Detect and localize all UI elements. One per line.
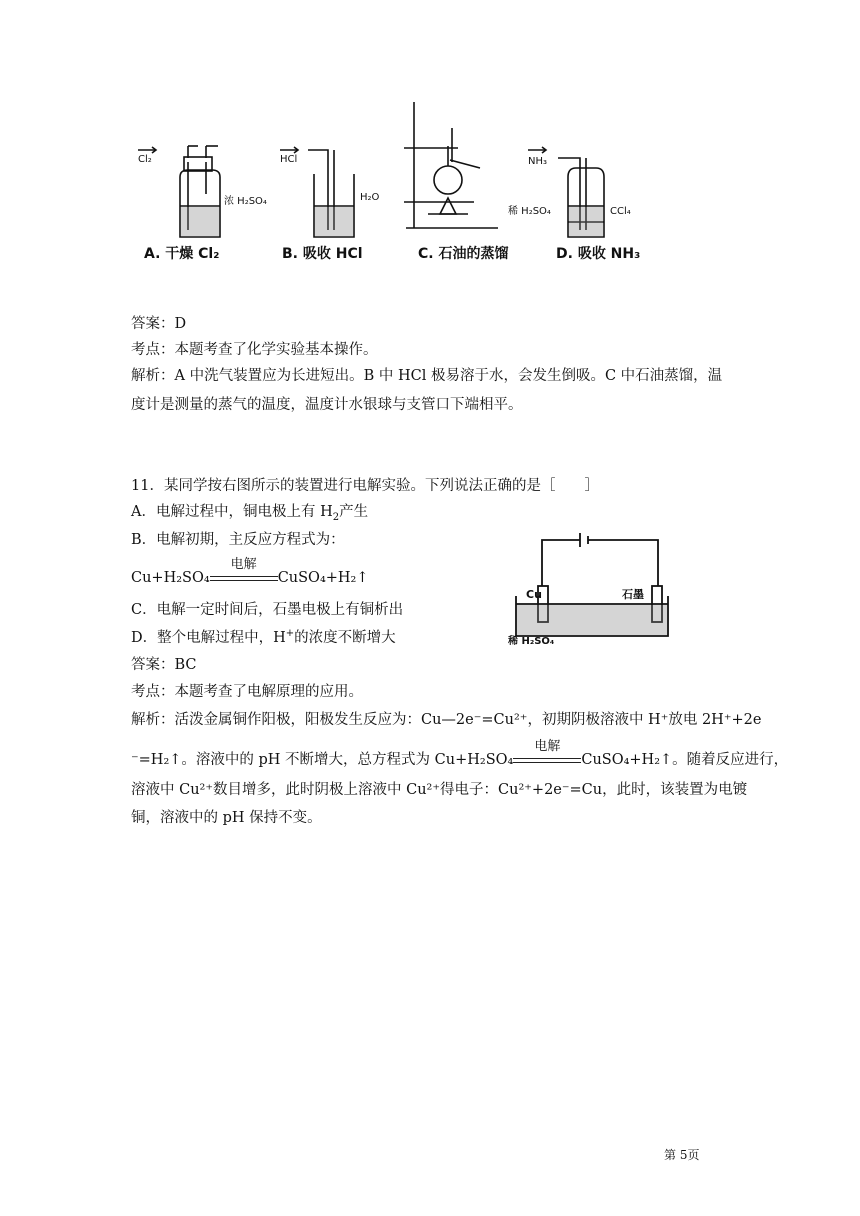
label-a-liquid: 浓 H₂SO₄ — [224, 196, 267, 207]
caption-b: B. 吸收 HCl — [282, 246, 363, 262]
electrolysis-figure — [508, 528, 674, 646]
q10-point: 考点：本题考查了化学实验基本操作。 — [131, 342, 378, 358]
page-number: 第 5页 — [664, 1148, 700, 1162]
q10-answer: 答案：D — [131, 316, 187, 332]
caption-c: C. 石油的蒸馏 — [418, 246, 509, 262]
label-b-liquid: H₂O — [360, 192, 380, 203]
label-acid: 稀 H₂SO₄ — [508, 636, 555, 646]
q11-option-b: B．电解初期，主反应方程式为： — [131, 532, 345, 548]
q11-option-a: A．电解过程中，铜电极上有 $H_2$产生 — [131, 504, 369, 523]
q11-analysis-line2: ⁻=H₂↑。溶液中的 pH 不断增大，总方程式为 Cu+H₂SO₄ 电解 CuSO₄+H₂↑。随着反应进行， — [131, 739, 789, 768]
label-graphite: 石墨 — [622, 588, 644, 601]
caption-a: A. 干燥 Cl₂ — [144, 246, 220, 262]
label-d-liquid2: CCl₄ — [610, 206, 631, 217]
q10-analysis: 解析：A 中洗气装置应为长进短出。B 中 HCl 极易溶于水，会发生倒吸。C 中石油蒸馏，温度计是测量的蒸气的温度，温度计水银球与支管口下端相平。 — [131, 368, 723, 413]
q11-analysis-line3: 溶液中 Cu²⁺数目增多，此时阴极上溶液中 Cu²⁺得电子：Cu²⁺+2e⁻=Cu，此时，该装置为电镀 — [131, 782, 748, 798]
q11-analysis-line4: 铜，溶液中的 pH 保持不变。 — [131, 810, 322, 826]
caption-d: D. 吸收 NH₃ — [556, 246, 641, 262]
q11-option-c: C．电解一定时间后，石墨电极上有铜析出 — [131, 602, 404, 618]
q11-analysis-line1: 解析：活泼金属铜作阳极，阳极发生反应为：Cu—2e⁻=Cu²⁺，初期阴极溶液中 H⁺放电 2H⁺+2e — [131, 712, 762, 728]
label-d-gas: NH₃ — [528, 156, 548, 167]
q11-point: 考点：本题考查了电解原理的应用。 — [131, 684, 363, 700]
label-d-liquid1: 稀 H₂SO₄ — [508, 206, 551, 217]
q11-option-d: D．整个电解过程中，H+的浓度不断增大 — [131, 628, 396, 646]
apparatus-figure — [128, 102, 668, 268]
label-a-gas: Cl₂ — [138, 154, 152, 165]
q11-stem: 11．某同学按右图所示的装置进行电解实验。下列说法正确的是［ ］ — [131, 478, 599, 494]
q11-equation: Cu+H₂SO₄ 电解 CuSO₄+H₂↑ — [131, 557, 369, 586]
q11-answer: 答案：BC — [131, 657, 197, 673]
label-b-gas: HCl — [280, 154, 298, 165]
label-cu: Cu — [526, 588, 542, 601]
